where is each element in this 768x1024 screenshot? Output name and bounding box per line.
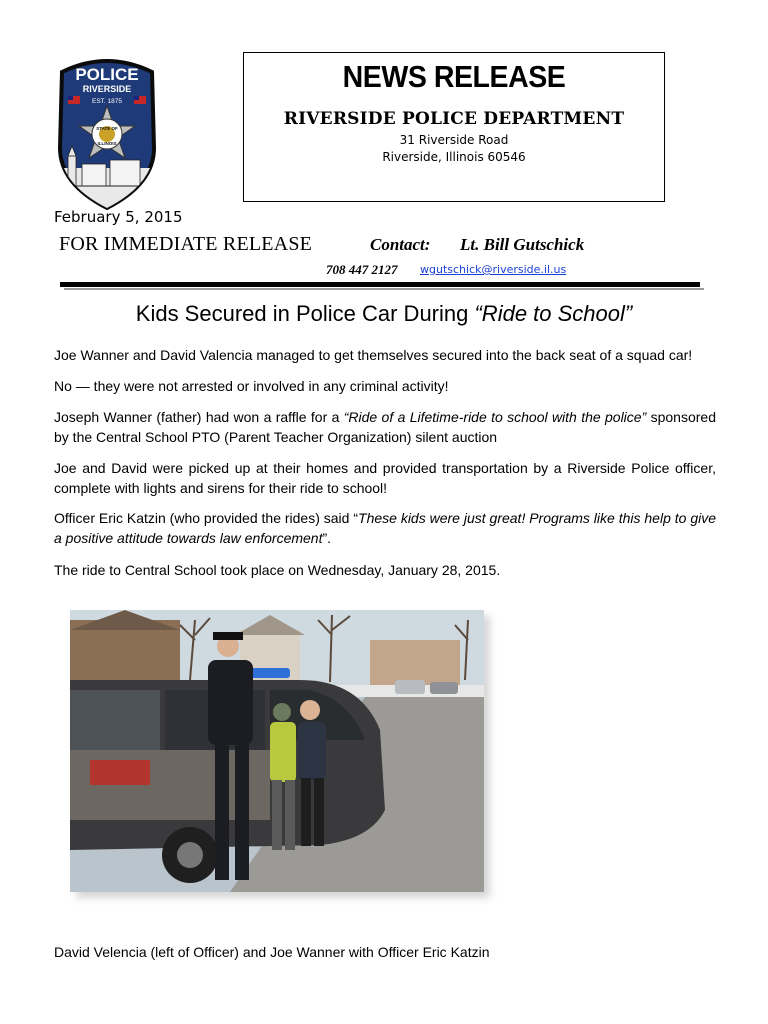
paragraph-1: Joe Wanner and David Valencia managed to get themselves secured into the back seat of a squad car!: [54, 347, 693, 363]
news-release-title: NEWS RELEASE: [342, 59, 566, 94]
badge-seal-top: STATE OF: [96, 126, 118, 131]
paragraph-3-text-a: Joseph Wanner (father) had won a raffle for a: [54, 409, 344, 425]
release-date: February 5, 2015: [54, 208, 183, 226]
contact-name: Lt. Bill Gutschick: [460, 235, 585, 254]
divider-rule: [60, 282, 700, 287]
department-name: RIVERSIDE POLICE DEPARTMENT: [283, 109, 625, 129]
paragraph-3-italic: “Ride of a Lifetime-ride to school with the police”: [343, 409, 647, 425]
paragraph-5-text-a: Officer Eric Katzin (who provided the rides) said “: [54, 510, 359, 526]
badge-seal-bottom: ILLINOIS: [97, 141, 117, 146]
contact-label: Contact:: [370, 235, 431, 254]
address-line-1: 31 Riverside Road: [399, 133, 509, 147]
badge-est-text: EST. 1875: [92, 98, 122, 105]
headline-text: Kids Secured in Police Car During: [135, 301, 475, 326]
divider-shadow: [64, 288, 704, 290]
paragraph-3-text-b: sponsored by the Central School PTO (Parent Teacher Organization) silent auction: [54, 409, 716, 445]
news-release-header: [243, 52, 665, 202]
for-immediate-release: FOR IMMEDIATE RELEASE: [59, 233, 313, 255]
paragraph-5-quote: These kids were just great! Programs like this help to give a positive attitude towards law enforcement: [54, 510, 716, 546]
badge-police-text: POLICE: [75, 65, 139, 84]
contact-phone: 708 447 2127: [326, 262, 398, 277]
article-photo: [70, 610, 484, 892]
article-headline: [0, 301, 768, 327]
headline-italic-text: “Ride to School”: [474, 301, 633, 326]
paragraph-3: [54, 407, 716, 447]
address-line-2: Riverside, Illinois 60546: [382, 150, 526, 164]
contact-email-link[interactable]: wgutschick@riverside.il.us: [420, 263, 567, 276]
paragraph-5: [54, 508, 716, 548]
paragraph-4: Joe and David were picked up at their homes and provided transportation by a Riverside Police officer, complete with lights and sirens for their ride to school!: [54, 460, 716, 496]
paragraph-2: No — they were not arrested or involved in any criminal activity!: [54, 378, 449, 394]
badge-city-text: RIVERSIDE: [82, 84, 132, 94]
paragraph-5-text-b: ”.: [322, 530, 332, 546]
photo-caption: David Velencia (left of Officer) and Joe Wanner with Officer Eric Katzin: [54, 944, 490, 960]
police-badge-logo: [54, 56, 160, 210]
paragraph-6: The ride to Central School took place on Wednesday, January 28, 2015.: [54, 562, 501, 578]
